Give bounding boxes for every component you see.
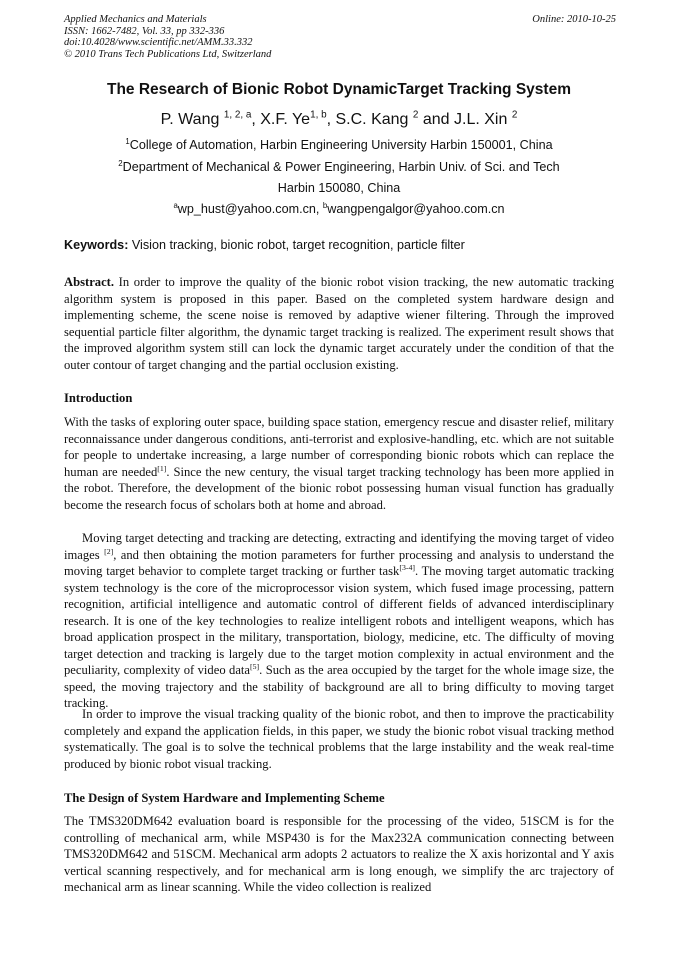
journal-issn: ISSN: 1662-7482, Vol. 33, pp 332-336: [64, 25, 225, 37]
author-name: S.C. Kang: [335, 111, 409, 128]
affiliation-2-sup: 2: [118, 158, 123, 168]
introduction-heading: Introduction: [64, 391, 133, 405]
affiliation-2: [0, 160, 678, 174]
intro-p1-text-cont: . Since the new century, the visual target tracking technology has been more applied in the robot. Therefore, the development of the bionic robot possessing human visual function has gradually become the research focus of scholars both at home and abroad.: [64, 464, 614, 512]
intro-paragraph-1: [64, 414, 614, 513]
author-affil-sup: 2: [412, 109, 419, 121]
author-name: J.L. Xin: [454, 111, 508, 128]
author-name: P. Wang: [160, 111, 220, 128]
author-separator: ,: [326, 111, 336, 128]
abstract-text: In order to improve the quality of the bionic robot vision tracking, the new automatic tracking algorithm system is proposed in this paper. Based on the completed system hardware design and implementing scheme, the scene noise is removed by adaptive wiener filtering. Through the improved sequential particle filter algorithm, the dynamic target tracking is realized. The experiment result shows that the improved algorithm system still can lock the dynamic target accurately under the condition of that the outer contour of target changing and the partial occlusion existing.: [64, 275, 614, 372]
affiliation-2-text: Department of Mechanical & Power Engineering, Harbin Univ. of Sci. and Tech: [122, 160, 560, 174]
paper-title: The Research of Bionic Robot DynamicTarget Tracking System: [107, 81, 571, 98]
affiliation-2-line2: Harbin 150080, China: [277, 181, 401, 195]
affiliation-1-text: College of Automation, Harbin Engineering University Harbin 150001, China: [129, 138, 553, 152]
journal-name: Applied Mechanics and Materials: [64, 14, 207, 25]
abstract-label: Abstract.: [64, 275, 115, 289]
keywords: [64, 238, 465, 252]
citation: [5]: [250, 661, 260, 671]
author-affil-sup: 1, 2, a: [223, 109, 252, 121]
email-a: wp_hust@yahoo.com.cn: [177, 202, 316, 216]
author-list: [0, 111, 678, 129]
intro-p2-text: Moving target detecting and tracking are detecting, extracting and identifying the moving target of video images: [64, 531, 614, 562]
intro-p1-text: With the tasks of exploring outer space, building space station, emergency rescue and disaster relief, military reconnaissance under dangerous conditions, anti-terrorist and explosive-handling, etc. which are not suitable for people to undertake increasing, a large number of corresponding bionic robots which can replace the human are needed: [64, 415, 614, 479]
affiliation-1-sup: 1: [125, 136, 130, 146]
keywords-label: Keywords:: [64, 238, 129, 252]
journal-doi: doi:10.4028/www.scientific.net/AMM.33.332: [64, 37, 253, 48]
email-b-sup: b: [322, 200, 328, 210]
intro-p2-text-cont2: . The moving target automatic tracking system technology is the core of the microprocessor vision system, which fused image processing, pattern recognition, artificial intelligence and automatic control of different fields of advanced interdisciplinary research. It is one of the key technologies to realize intelligent robots and intelligent weapons, which has broad application prospect in the military, transportation, biology, medicine, etc. The difficulty of moving target detection and tracking is largely due to the target motion complexity in actual environment and the peculiarity, complexity of video data: [64, 564, 614, 677]
online-date: Online: 2010-10-25: [532, 14, 616, 25]
abstract: [64, 274, 614, 373]
email-a-sup: a: [173, 200, 178, 210]
citation: [2]: [104, 546, 114, 556]
author-affil-sup: 2: [511, 109, 518, 121]
intro-paragraph-2: [64, 530, 614, 712]
intro-paragraph-3: In order to improve the visual tracking quality of the bionic robot, and then to improve the practicability completely and expand the application fields, in this paper, we study the bionic robot visual tracking method systematically. The goal is to solve the technical problems that the large instability and the weak real-time produced by bionic robot visual tracking.: [64, 707, 614, 771]
author-emails: [0, 202, 678, 216]
design-heading: The Design of System Hardware and Implementing Scheme: [64, 791, 385, 805]
author-separator: ,: [251, 111, 261, 128]
design-paragraph-1: The TMS320DM642 evaluation board is responsible for the processing of the video, 51SCM is for the controlling of mechanical arm, while MSP430 is for the Max232A communication connecting between TMS320DM642 and 51SCM. Mechanical arm adopts 2 actuators to realize the X axis horizontal and Y axis vertical scanning respectively, and for mechanical arm is long enough, we simplify the arc trajectory of mechanical arm as linear scanning. While the video collection is realized: [64, 814, 614, 894]
journal-header: [64, 14, 616, 60]
affiliation-1: [0, 138, 678, 152]
journal-copyright: © 2010 Trans Tech Publications Ltd, Switzerland: [64, 48, 272, 60]
email-b: wangpengalgor@yahoo.com.cn: [327, 202, 505, 216]
author-affil-sup: 1, b: [310, 109, 327, 121]
keywords-text: Vision tracking, bionic robot, target recognition, particle filter: [128, 238, 465, 252]
email-separator: ,: [315, 202, 323, 216]
citation: [1]: [157, 463, 167, 473]
citation: [3-4]: [399, 562, 415, 572]
author-separator: and: [418, 111, 454, 128]
intro-p2-text-cont3: . Such as the area occupied by the target for the whole image size, the speed, the moving trajectory and the stability of background are all to bring difficulty to moving target tracking.: [64, 663, 614, 710]
intro-p2-text-cont: , and then obtaining the motion parameters for further processing and analysis to understand the moving target behavior to complete target tracking or further task: [64, 547, 614, 578]
author-name: X.F. Ye: [260, 111, 311, 128]
